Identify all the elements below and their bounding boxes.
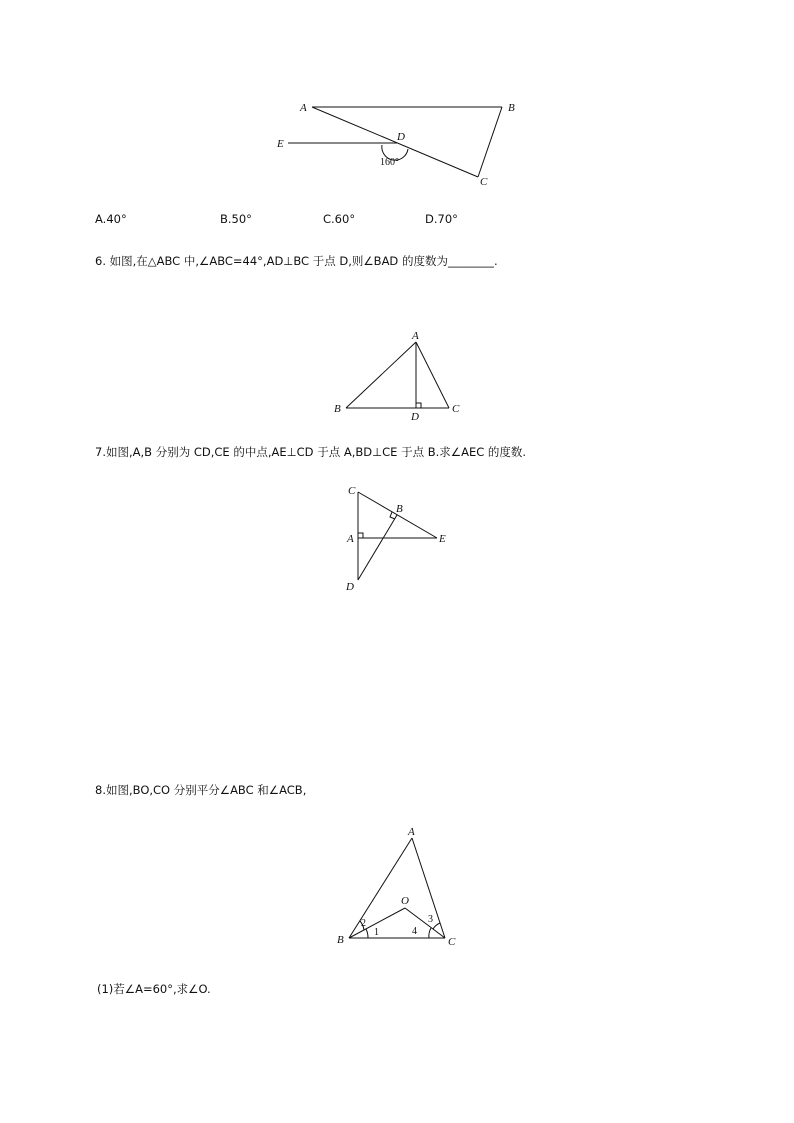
- label-o: O: [401, 895, 409, 907]
- q8-subquestion-1: (1)若∠A=60°,求∠O.: [97, 982, 211, 996]
- label-a: A: [300, 102, 307, 114]
- q5-option-a: A.40°: [95, 212, 127, 226]
- label-c: C: [480, 176, 488, 188]
- segment-ab: [346, 342, 416, 408]
- q8-question: 8.如图,BO,CO 分别平分∠ABC 和∠ACB,: [95, 783, 307, 797]
- angle-arc-4: [429, 928, 431, 938]
- angle-label-3: 3: [428, 914, 433, 925]
- angle-arc-3: [433, 923, 440, 929]
- label-c: C: [452, 403, 460, 415]
- right-angle-mark: [416, 403, 421, 408]
- angle-label-2: 2: [361, 918, 366, 929]
- segment-ab: [349, 838, 412, 938]
- q5-option-b: B.50°: [220, 212, 252, 226]
- angle-label-4: 4: [412, 926, 417, 937]
- label-b: B: [508, 102, 515, 114]
- label-a: A: [412, 330, 419, 342]
- angle-label-160: 160°: [380, 157, 399, 168]
- label-b: B: [337, 934, 344, 946]
- label-a: A: [347, 533, 354, 545]
- q5-figure: [270, 95, 530, 195]
- label-c: C: [448, 936, 456, 948]
- q5-option-c: C.60°: [323, 212, 356, 226]
- label-d: D: [411, 411, 419, 423]
- q6-question: 6. 如图,在△ABC 中,∠ABC=44°,AD⊥BC 于点 D,则∠BAD 的度数为________.: [95, 254, 498, 268]
- q6-figure: [330, 328, 470, 423]
- segment-ac: [416, 342, 449, 408]
- q5-option-d: D.70°: [425, 212, 458, 226]
- q8-figure: [330, 823, 470, 953]
- q7-question: 7.如图,A,B 分别为 CD,CE 的中点,AE⊥CD 于点 A,BD⊥CE 于点 B.求∠AEC 的度数.: [95, 445, 527, 459]
- segment-bc: [478, 107, 502, 177]
- right-angle-mark-a: [358, 533, 363, 538]
- label-b: B: [396, 503, 403, 515]
- label-b: B: [334, 403, 341, 415]
- segment-ce: [358, 492, 437, 538]
- label-e: E: [277, 138, 284, 150]
- label-a: A: [408, 826, 415, 838]
- label-d: D: [397, 131, 405, 143]
- angle-label-1: 1: [374, 927, 379, 938]
- q7-figure: [340, 482, 460, 597]
- label-c: C: [348, 485, 356, 497]
- label-d: D: [346, 581, 354, 593]
- label-e: E: [439, 533, 446, 545]
- angle-arc-1: [366, 929, 368, 938]
- segment-bd: [358, 515, 397, 580]
